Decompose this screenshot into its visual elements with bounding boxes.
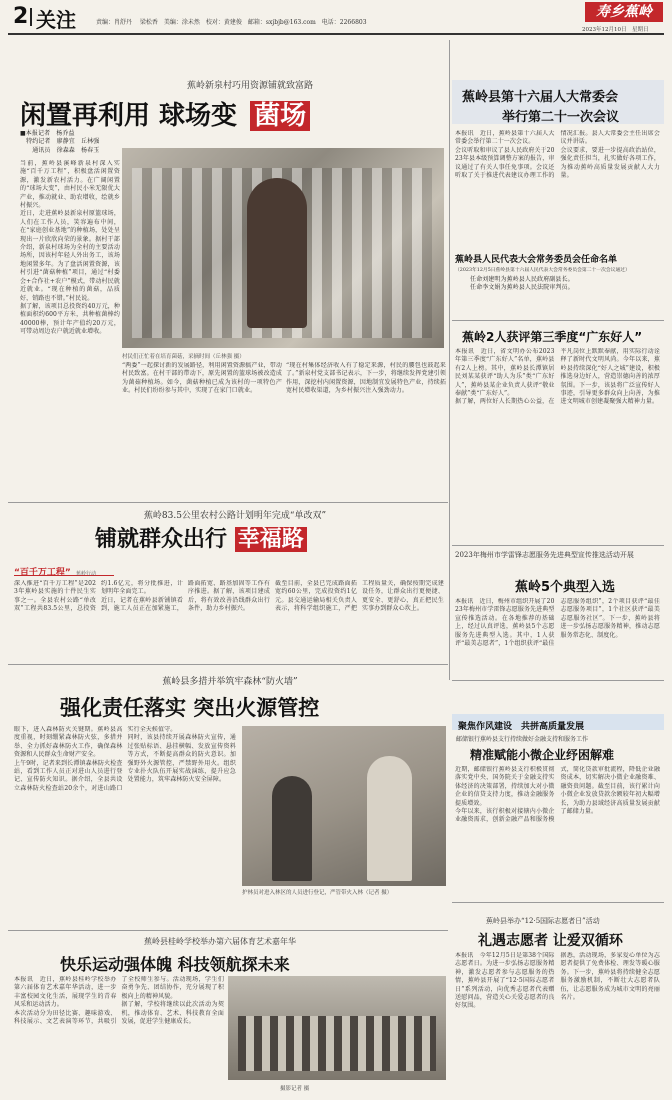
students-row: [238, 1016, 436, 1071]
story5-headline-text: 铺就群众出行: [95, 527, 228, 552]
story6-headline: 强化责任落实 突出火源管控: [60, 696, 320, 720]
story4-kicker: 2023年梅州市学雷锋志愿服务先进典型宣传推选活动开展: [455, 551, 634, 559]
story5-tag-main: “百千万工程”: [14, 568, 71, 578]
column-divider-1: [449, 40, 450, 680]
appoint-subtitle: （2023年12月5日蕉岭县第十六届人民代表大会常务委员会第二十一次会议通过）: [455, 268, 630, 273]
story8-body: 本报讯 近日，蕉岭县桂岭学校举办第六届体育艺术嘉年华活动，进一步丰富校园文化生活，展现学生的青春风采和运动活力。 本次活动分为田径比赛、趣味游戏、科技展示、文艺表演等环节，共吸引了全校师生参与。活动现场，学生们奋勇争先、团结协作，充分展现了积极向上的精神风貌。 据了解，学校将继续以此次活动为契机，推动体育、艺术、科技教育全面发展，促进学生健康成长。: [14, 976, 224, 1026]
divider-story3: [452, 320, 664, 321]
visitor-figure: [272, 776, 312, 881]
story9-kicker: 蕉岭县举办“12·5国际志愿者日”活动: [486, 917, 600, 925]
story8-photo-caption: 摄影记者 摄: [280, 1086, 310, 1092]
story9-body: 本报讯 今年12月5日是第38个国际志愿者日。为进一步弘扬志愿服务精神，激发志愿者参与志愿服务的热情，蕉岭县开展了“12·5国际志愿者日”系列活动，向优秀志愿者代表赠送慰问品，营造关心关爱志愿者的良好氛围。 据悉，活动现场，多家爱心单位为志愿者提供了免费体检、理发等暖心服务。下一步，蕉岭县将持续健全志愿服务激励机制，不断壮大志愿者队伍，让志愿服务成为城市文明的亮丽名片。: [455, 952, 660, 1010]
story7-headline: 精准赋能小微企业纾困解难: [470, 748, 615, 762]
story7-banner-text: 聚焦作风建设 共拼高质量发展: [458, 722, 585, 732]
masthead-rule: [8, 33, 664, 35]
story5-tag: [14, 560, 114, 576]
story1-headline-text: 闲置再利用 球场变: [20, 101, 238, 131]
divider-story9: [452, 902, 664, 903]
story5-headline: [95, 522, 307, 553]
story9-headline: 礼遇志愿者 让爱双循环: [478, 933, 623, 949]
story3-headline: 蕉岭2人获评第三季度“广东好人”: [462, 330, 643, 344]
masthead: [0, 0, 672, 34]
farmer-figure: [247, 178, 307, 328]
story4-headline: 蕉岭5个典型入选: [515, 580, 616, 595]
story1-body-mid: “两委”一起探讨新的发展路径，利用闲置资源搞产业，带动村民致富。在村干部的带动下，原先闲置的篮球场被改造成为菌菇种植场。如今，菌菇种植已成为该村的一项特色产业。村民们纷纷参与其中，实现了在家门口就业。: [122, 362, 282, 395]
story8-headline: 快乐运动强体魄 科技领航探未来: [60, 955, 290, 974]
newspaper-logo: 寿乡蕉岭: [585, 2, 663, 22]
story2-body: 本报讯 近日，蕉岭县第十六届人大常委会举行第二十一次会议。 会议听取和审议了县人民政府关于2023年县本级预算调整方案的报告，审议通过了有关人事任免事项。会议还听取了关于推进代表建议办理工作的情况汇报。县人大常委会主任出席会议并讲话。 会议要求，要进一步提高政治站位，强化责任担当，扎实做好各项工作，为推动蕉岭高质量发展贡献人大力量。: [455, 130, 660, 180]
story8-photo: [228, 976, 446, 1080]
divider-story8: [8, 930, 448, 931]
story4-body: 本报讯 近日，梅州市组织开展了2023年梅州市学雷锋志愿服务先进典型宣传推选活动。在各地推荐的基础上，经过认真评选，蕉岭县5个志愿服务先进典型入选。其中，1人获评“最美志愿者”，1个组织获评“最佳志愿服务组织”，2个项目获评“最佳志愿服务项目”，1个社区获评“最美志愿服务社区”。下一步，蕉岭县将进一步弘扬志愿服务精神，推动志愿服务常态化、制度化。: [455, 598, 660, 648]
divider-story5: [8, 502, 448, 503]
staff-line: 责编：肖舒丹 梁松香 美编：涂未然 校对：黄建俊 邮箱：sxjbjb@163.com 电话：2266803: [96, 19, 367, 26]
story7-body: 近期，邮储银行蕉岭县支行积极贯彻落实党中央、国务院关于金融支持实体经济的决策部署，持续加大对小微企业的信贷支持力度，推动金融服务提质增效。 今年以来，该行积极对接辖内小微企业融资需求，创新金融产品和服务模式，简化贷款审批流程，降低企业融资成本，切实解决小微企业融资难、融资贵问题。截至目前，该行累计向小微企业发放贷款余额较年初大幅增长，为助力县域经济高质量发展贡献了邮储力量。: [455, 766, 660, 824]
section-title: 关注: [36, 8, 76, 32]
story5-body: 深入推进“百千万工程”是2023年蕉岭县实施的十件民生实事之一。全县农村公路“单改双”工程共83.5公里，总投资约1.6亿元，将分批推进，计划明年全面完工。 近日，记者在蕉岭县新铺镇看到，施工人员正在加紧施工，路面拓宽、路基加固等工作有序推进。据了解，该项目建成后，将有效改善沿线群众出行条件，助力乡村振兴。 截至目前，全县已完成路面拓宽约60公里，完成投资约1亿元。县交通运输局相关负责人表示，将科学组织施工，严把工程质量关，确保按期完成建设任务，让群众出行更便捷、更安全、更舒心，真正把民生实事办到群众心坎上。: [14, 580, 444, 613]
story7-kicker: 邮储银行蕉岭县支行持续做好金融支持和服务工作: [456, 736, 589, 743]
divider-story6: [8, 664, 448, 665]
issue-date: 2023年12月10日 星期日: [582, 27, 649, 33]
story5-headline-box: 幸福路: [235, 527, 307, 552]
story1-body-right: “现在村集体经济收入有了稳定来源，村民的腰包也鼓起来了。”新泉村党支部书记表示，下一步，将继续发挥党建引领作用，深挖村内闲置资源，因地制宜发展特色产业，持续拓宽村民增收渠道，为乡村振兴注入强劲动力。: [286, 362, 446, 395]
ranger-figure: [367, 756, 412, 881]
story2-kicker: 蕉岭县第十六届人大常委会: [462, 90, 619, 105]
story2-headline: 举行第二十一次会议: [502, 110, 620, 125]
story5-kicker: 蕉岭83.5公里农村公路计划明年完成“单改双”: [143, 511, 327, 521]
page-number: 2: [13, 4, 29, 29]
story5-tag-side: 蕉岭行动: [75, 571, 96, 577]
appoint-title: 蕉岭县人民代表大会常务委员会任命名单: [455, 255, 618, 265]
story6-body: 眼下，进入森林防火关键期。蕉岭县高度重视，时刻绷紧森林防火弦，多措并举、全力抓好森林防火工作，确保森林资源和人民群众生命财产安全。 上午9时，记者来到长潭镇森林防火检查站，看到工作人员正对进山人员进行登记、宣传防火知识。据介绍，全县共设立森林防火检查站20余个，对进山路口实行全天候值守。 同时，该县持续开展森林防火宣传，通过张贴标语、悬挂横幅、发放宣传资料等方式，不断提高群众的防火意识。加强野外火源管控，严禁野外用火。组织专业扑火队伍开展实战演练，提升应急处置能力，筑牢森林防火安全屏障。: [14, 726, 236, 792]
story1-headline-box: 菌场: [250, 101, 310, 131]
story1-body-left: 当前，蕉岭县溪峰新泉村深入实施“百千万工程”，积极盘活闲置资源，激发新农村活力。在广阔闲置的“球场大变”，由村民小米无限优大产业，推动就业、助农增收，绘就乡村振兴。 近日，走进蕉岭县新泉村原篮球场，人们在工作人员，笑容遍布中间，在“家庭创业基地”的种植场，处处呈现出一片欣欣向荣的景象。据村干部介绍，新泉村球场为全村的主要活动场所，因该村年轻人外出务工，该场地闲置多年。为了盘活闲置资源，该村引进“菌菇种植”项目，通过“村委会+合作社+农户”模式，带动村民就近就业。“现在种植的菌菇，品质好，销路也不错。”村民说。 据了解，该项目总投资约40万元，种植面积约600平方米，共种植菌棒约40000棒，预计年产值约20万元，可带动周边农户就近就业增收。: [20, 160, 120, 336]
story1-photo: [122, 148, 444, 348]
story6-kicker: 蕉岭县多措并举筑牢森林“防火墙”: [162, 677, 298, 687]
story3-body: 本报讯 近日，省文明办公布2023年第三季度“广东好人”名单，蕉岭县有2人上榜。其中，蕉岭县长潭镇居民刘某某获评“助人为乐”类“广东好人”，蕉岭县某企业负责人获评“敬业奉献”类“广东好人”。 据了解，两位好人长期热心公益，在平凡岗位上默默奉献，用实际行动诠释了新时代文明风尚。今年以来，蕉岭县持续深化“好人之城”建设，积极推选身边好人，营造崇德向善的浓厚氛围。下一步，该县将广泛宣传好人事迹，引导更多群众向上向善，为推进文明城市创建凝聚强大精神力量。: [455, 348, 660, 406]
story6-photo-caption: 护林员对进入林区的人员进行登记，严管带火入林（记者 摄）: [242, 890, 393, 896]
appoint-body: 任命刘建明为蕉岭县人民政府副县长。 任命李文娟为蕉岭县人民法院审判员。: [470, 276, 574, 292]
divider-story4: [452, 545, 664, 546]
story8-kicker: 蕉岭县桂岭学校举办第六届体育艺术嘉年华: [144, 937, 296, 946]
story1-byline: ■本报记者 杨乔益 特约记者 廖静宜 丘林强 通讯员 徐森森 杨春玉: [20, 130, 100, 154]
story7-banner: [452, 714, 664, 730]
story1-photo-caption: 村民们正忙着在培育菌菇，采摘时间（丘林强 摄）: [122, 354, 245, 360]
story1-headline: [20, 95, 310, 132]
story6-photo: [242, 726, 446, 886]
page-number-divider: [30, 8, 32, 26]
divider-story7: [452, 680, 664, 681]
story1-kicker: 蕉岭新泉村巧用资源铺就致富路: [186, 81, 313, 91]
